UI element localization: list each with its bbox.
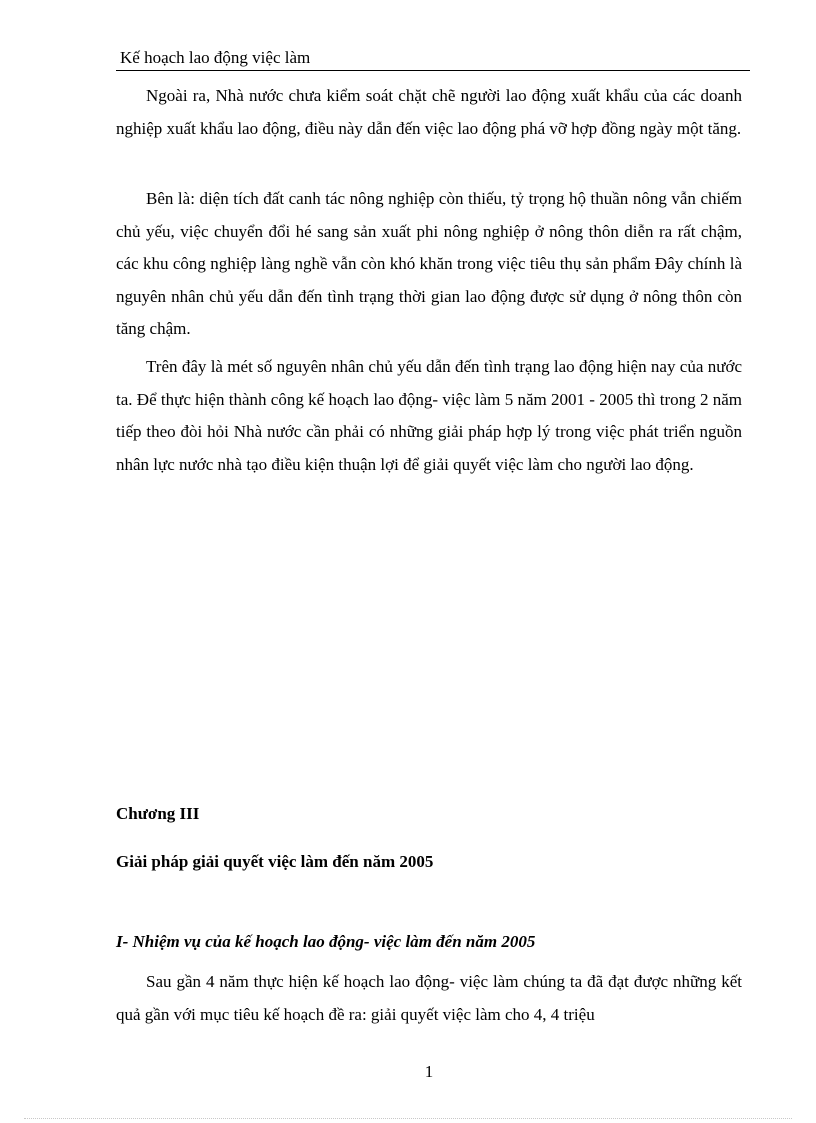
section-title: I- Nhiệm vụ của kế hoạch lao động- việc làm đến năm 2005 (116, 932, 536, 951)
paragraph-four-year-results: Sau gần 4 năm thực hiện kế hoạch lao động- việc làm chúng ta đã đạt được những kết quả gần với mục tiêu kế hoạch đề ra: giải quyết việc làm cho 4, 4 triệu (116, 972, 742, 1024)
page-number: 1 (424, 1062, 434, 1081)
chapter-title: Giải pháp giải quyết việc làm đến năm 2005 (116, 852, 434, 871)
header-title: Kế hoạch lao động việc làm (120, 48, 311, 67)
paragraph-agricultural-land: Bên là: diện tích đất canh tác nông nghiệp còn thiếu, tỷ trọng hộ thuần nông vẫn chiếm chủ yếu, việc chuyển đổi hé sang sản xuất phi nông nghiệp ở nông thôn diễn ra rất chậm, các khu công nghiệp làng nghề vẫn còn khó khăn trong việc tiêu thụ sản phẩm Đây chính là nguyên nhân chủ yếu dẫn đến tình trạng thời gian lao động được sử dụng ở nông thôn còn tăng chậm. (116, 189, 742, 338)
chapter-label: Chương III (116, 804, 200, 823)
page-bottom-border (24, 1118, 792, 1119)
page-header (116, 46, 750, 71)
paragraph-export-labor-control: Ngoài ra, Nhà nước chưa kiểm soát chặt chẽ người lao động xuất khẩu của các doanh nghiệp xuất khẩu lao động, điều này dẫn đến việc lao động phá vỡ hợp đồng ngày một tăng. (116, 86, 742, 138)
paragraph-summary-causes: Trên đây là mét số nguyên nhân chủ yếu dẫn đến tình trạng lao động hiện nay của nước ta. Để thực hiện thành công kế hoạch lao động- việc làm 5 năm 2001 - 2005 thì trong 2 năm tiếp theo đòi hỏi Nhà nước cần phải có những giải pháp hợp lý trong việc phát triển nguồn nhân lực nước nhà tạo điều kiện thuận lợi để giải quyết việc làm cho người lao động. (116, 357, 742, 474)
